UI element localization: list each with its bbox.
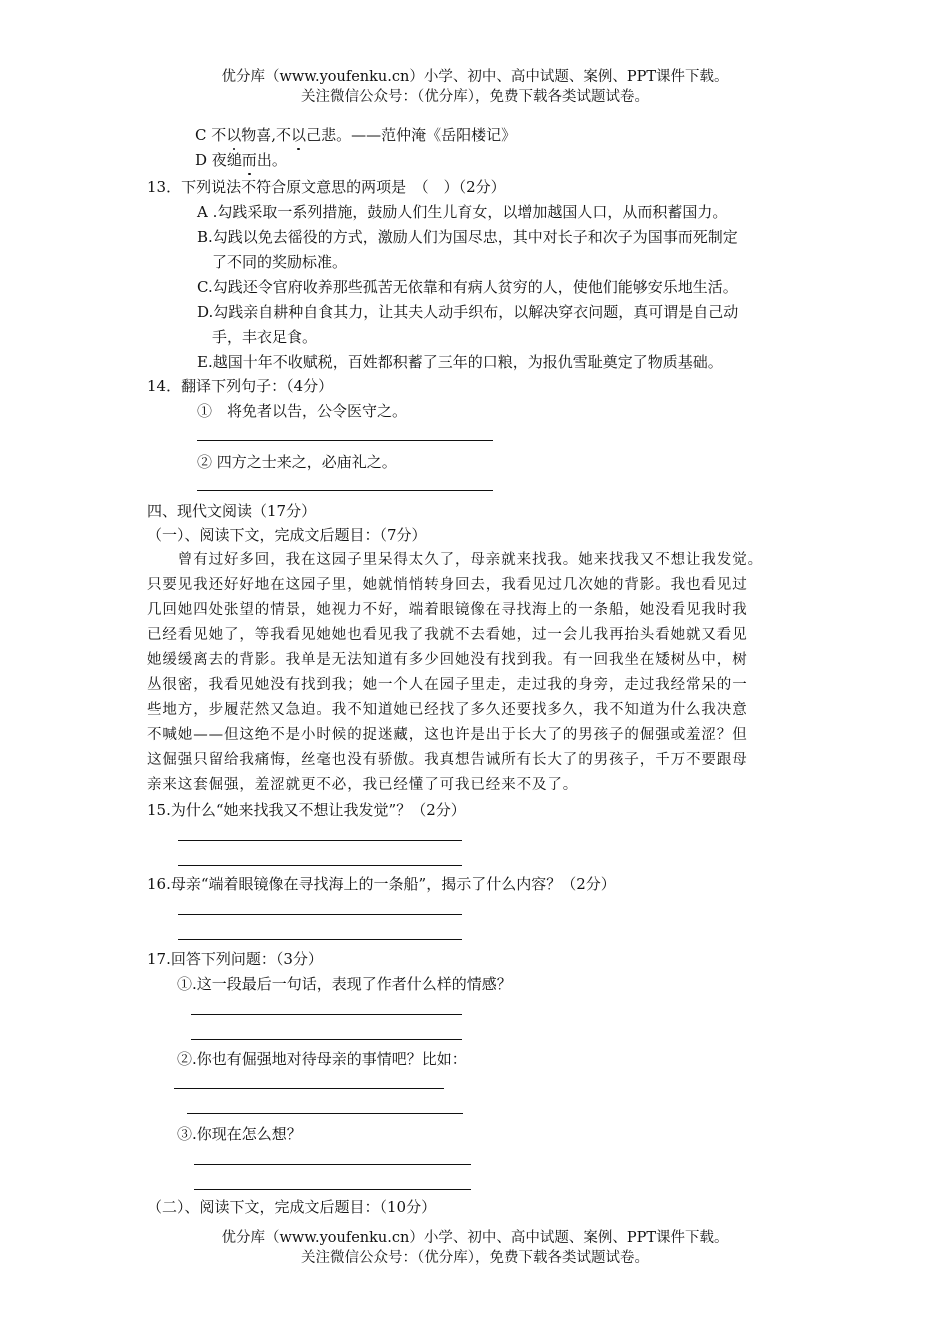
answer-line[interactable] <box>197 490 493 491</box>
passage-line: 些地方，步履茫然又急迫。我不知道她已经找了多久还要找多久，我不知道为什么我决意 <box>147 702 748 718</box>
q13-option-d-line2: 手，丰衣足食。 <box>212 328 318 346</box>
q17-sub-2: ②.你也有倔强地对待母亲的事情吧？比如： <box>177 1050 467 1068</box>
passage-line: 丛很密，我看见她没有找到我；她一个人在园子里走，走过我的身旁，走过我经常呆的一 <box>147 677 748 693</box>
q14-sentence-2: ② 四方之士来之，必庙礼之。 <box>197 453 397 471</box>
answer-line[interactable] <box>178 865 462 866</box>
q16-stem: 16.母亲“端着眼镜像在寻找海上的一条船”，揭示了什么内容？（2分） <box>147 875 616 893</box>
section-4-title: 四、现代文阅读（17分） <box>147 502 317 520</box>
answer-line[interactable] <box>174 1088 444 1089</box>
answer-line[interactable] <box>178 840 462 841</box>
q13-stem: 13．下列说法不符合原文意思的两项是 （ ）（2分） <box>147 178 506 196</box>
q14-stem: 14．翻译下列句子：（4分） <box>147 377 334 395</box>
passage-line: 只要见我还好好地在这园子里，她就悄悄转身回去，我看见过几次她的背影。我也看见过 <box>147 577 748 593</box>
emphasis-dot-char: 以 <box>226 126 242 144</box>
answer-line[interactable] <box>191 1014 462 1015</box>
part-1-title: （一）、阅读下文，完成文后题目：（7分） <box>147 526 427 544</box>
footer-line-2: 关注微信公众号：（优分库），免费下载各类试题试卷。 <box>301 1250 649 1266</box>
answer-line[interactable] <box>191 1039 462 1040</box>
q12-option-c: C 不以物喜,不以己悲。——范仲淹《岳阳楼记》 <box>195 126 517 144</box>
emphasis-dot-char: 以 <box>291 126 307 144</box>
answer-line[interactable] <box>197 440 493 441</box>
passage-line: 不喊她——但这绝不是小时候的捉迷藏，这也许是出于长大了的男孩子的倔强或羞涩？但 <box>147 727 748 743</box>
emphasis-dot-char: 而 <box>241 151 257 169</box>
answer-line[interactable] <box>194 1164 471 1165</box>
passage-line: 这倔强只留给我痛悔，丝毫也没有骄傲。我真想告诫所有长大了的男孩子，千万不要跟母 <box>147 752 748 768</box>
q13-option-b-line2: 了不同的奖励标准。 <box>212 253 348 271</box>
footer-line-1: 优分库（www.youfenku.cn）小学、初中、高中试题、案例、PPT课件下载。 <box>221 1230 729 1246</box>
passage-line: 她缓缓离去的背影。我单是无法知道有多少回她没有找到我。有一回我坐在矮树丛中，树 <box>147 652 748 668</box>
passage-line: 曾有过好多回，我在这园子里呆得太久了，母亲就来找我。她来找我又不想让我发觉。 <box>147 552 763 568</box>
q17-stem: 17.回答下列问题：（3分） <box>147 950 323 968</box>
answer-line[interactable] <box>178 939 462 940</box>
passage-line: 亲来这套倔强，羞涩就更不必，我已经懂了可我已经来不及了。 <box>147 777 579 793</box>
q12-option-d: D 夜缒而出。 <box>195 151 287 169</box>
q15-stem: 15.为什么“她来找我又不想让我发觉”？（2分） <box>147 801 466 819</box>
q13-option-b-line1: B.勾践以免去徭役的方式，激励人们为国尽忠，其中对长子和次子为国事而死制定 <box>197 228 738 246</box>
q17-sub-1: ①.这一段最后一句话，表现了作者什么样的情感？ <box>177 975 512 993</box>
q13-option-e: E.越国十年不收赋税，百姓都积蓄了三年的口粮，为报仇雪耻奠定了物质基础。 <box>197 353 723 371</box>
part-2-title: （二）、阅读下文，完成文后题目：（10分） <box>147 1198 437 1216</box>
passage-line: 几回她四处张望的情景，她视力不好，端着眼镜像在寻找海上的一条船，她没看见我时我 <box>147 602 748 618</box>
q14-sentence-1: ① 将免者以告，公令医守之。 <box>197 402 408 420</box>
answer-line[interactable] <box>194 1189 471 1190</box>
header-line-2: 关注微信公众号：（优分库），免费下载各类试题试卷。 <box>301 89 649 105</box>
answer-line[interactable] <box>187 1113 463 1114</box>
passage-line: 已经看见她了，等我看见她她也看见我了我就不去看她，过一会儿我再抬头看她就又看见 <box>147 627 748 643</box>
q17-sub-3: ③.你现在怎么想？ <box>177 1125 302 1143</box>
answer-line[interactable] <box>178 914 462 915</box>
header-line-1: 优分库（www.youfenku.cn）小学、初中、高中试题、案例、PPT课件下载。 <box>221 69 729 85</box>
q13-option-d-line1: D.勾践亲自耕种自食其力，让其夫人动手织布，以解决穿衣问题，真可谓是自己动 <box>197 303 739 321</box>
q13-option-a: A .勾践采取一系列措施，鼓励人们生儿育女，以增加越国人口，从而积蓄国力。 <box>197 203 728 221</box>
q13-option-c: C.勾践还令官府收养那些孤苦无依靠和有病人贫穷的人，使他们能够安乐地生活。 <box>197 278 738 296</box>
